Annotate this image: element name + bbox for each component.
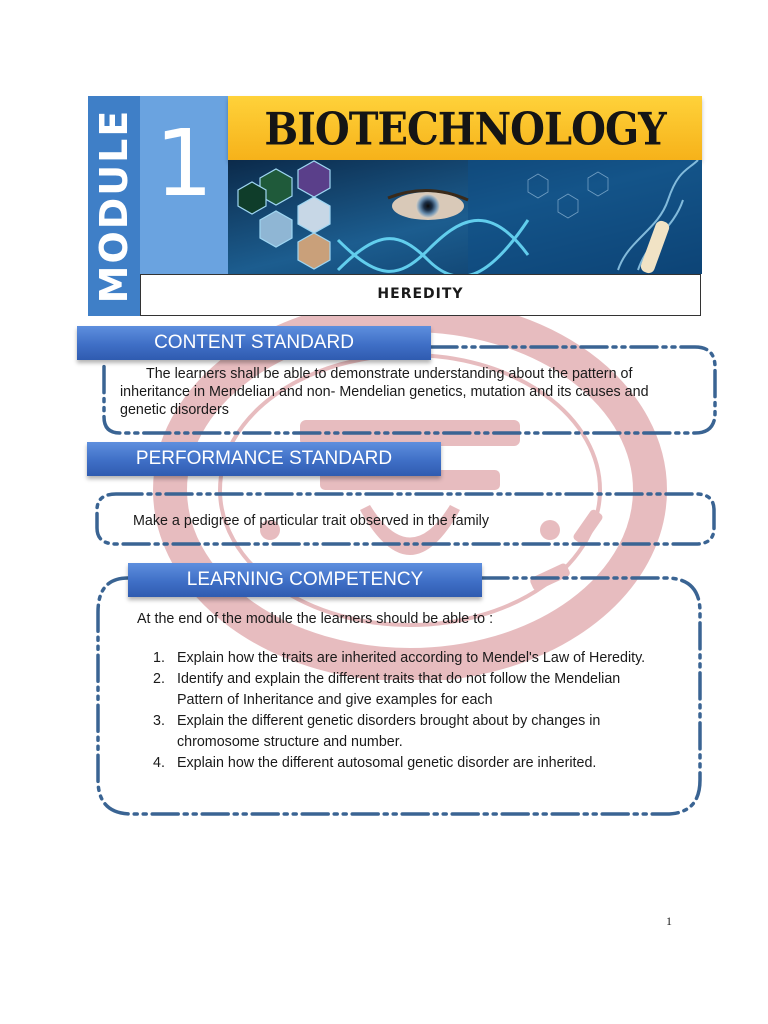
content-standard-text: The learners shall be able to demonstrate understanding about the pattern of inheritance in Mendelian and non- Mendelian genetics, mutation and its causes and genetic disorders <box>120 366 649 418</box>
learning-competency-heading: LEARNING COMPETENCY <box>128 563 482 597</box>
competency-number: 2. <box>153 671 165 687</box>
competency-item <box>150 711 660 753</box>
page-number: 1 <box>666 914 672 928</box>
competency-number: 4. <box>153 755 165 771</box>
content-standard-heading: CONTENT STANDARD <box>77 326 431 360</box>
module-number: 1 <box>154 110 214 217</box>
learning-competency-intro: At the end of the module the learners should be able to : <box>137 611 494 627</box>
competency-list <box>150 648 660 774</box>
module-title: BIOTECHNOLOGY <box>264 103 666 156</box>
module-label: MODULE <box>92 108 136 304</box>
competency-item <box>150 753 660 774</box>
competency-number: 1. <box>153 650 165 666</box>
competency-text: Identify and explain the different traits that do not follow the Mendelian Pattern of Inheritance and give examples for each <box>177 671 621 708</box>
competency-item <box>150 648 660 669</box>
competency-number: 3. <box>153 713 165 729</box>
competency-text: Explain the different genetic disorders brought about by changes in chromosome structure and number. <box>177 713 601 750</box>
competency-text: Explain how the different autosomal genetic disorder are inherited. <box>177 755 597 771</box>
performance-standard-heading: PERFORMANCE STANDARD <box>87 442 441 476</box>
competency-item <box>150 669 660 711</box>
competency-text: Explain how the traits are inherited according to Mendel's Law of Heredity. <box>177 650 646 666</box>
module-subtitle: HEREDITY <box>377 286 464 302</box>
performance-standard-text: Make a pedigree of particular trait observed in the family <box>133 513 490 529</box>
